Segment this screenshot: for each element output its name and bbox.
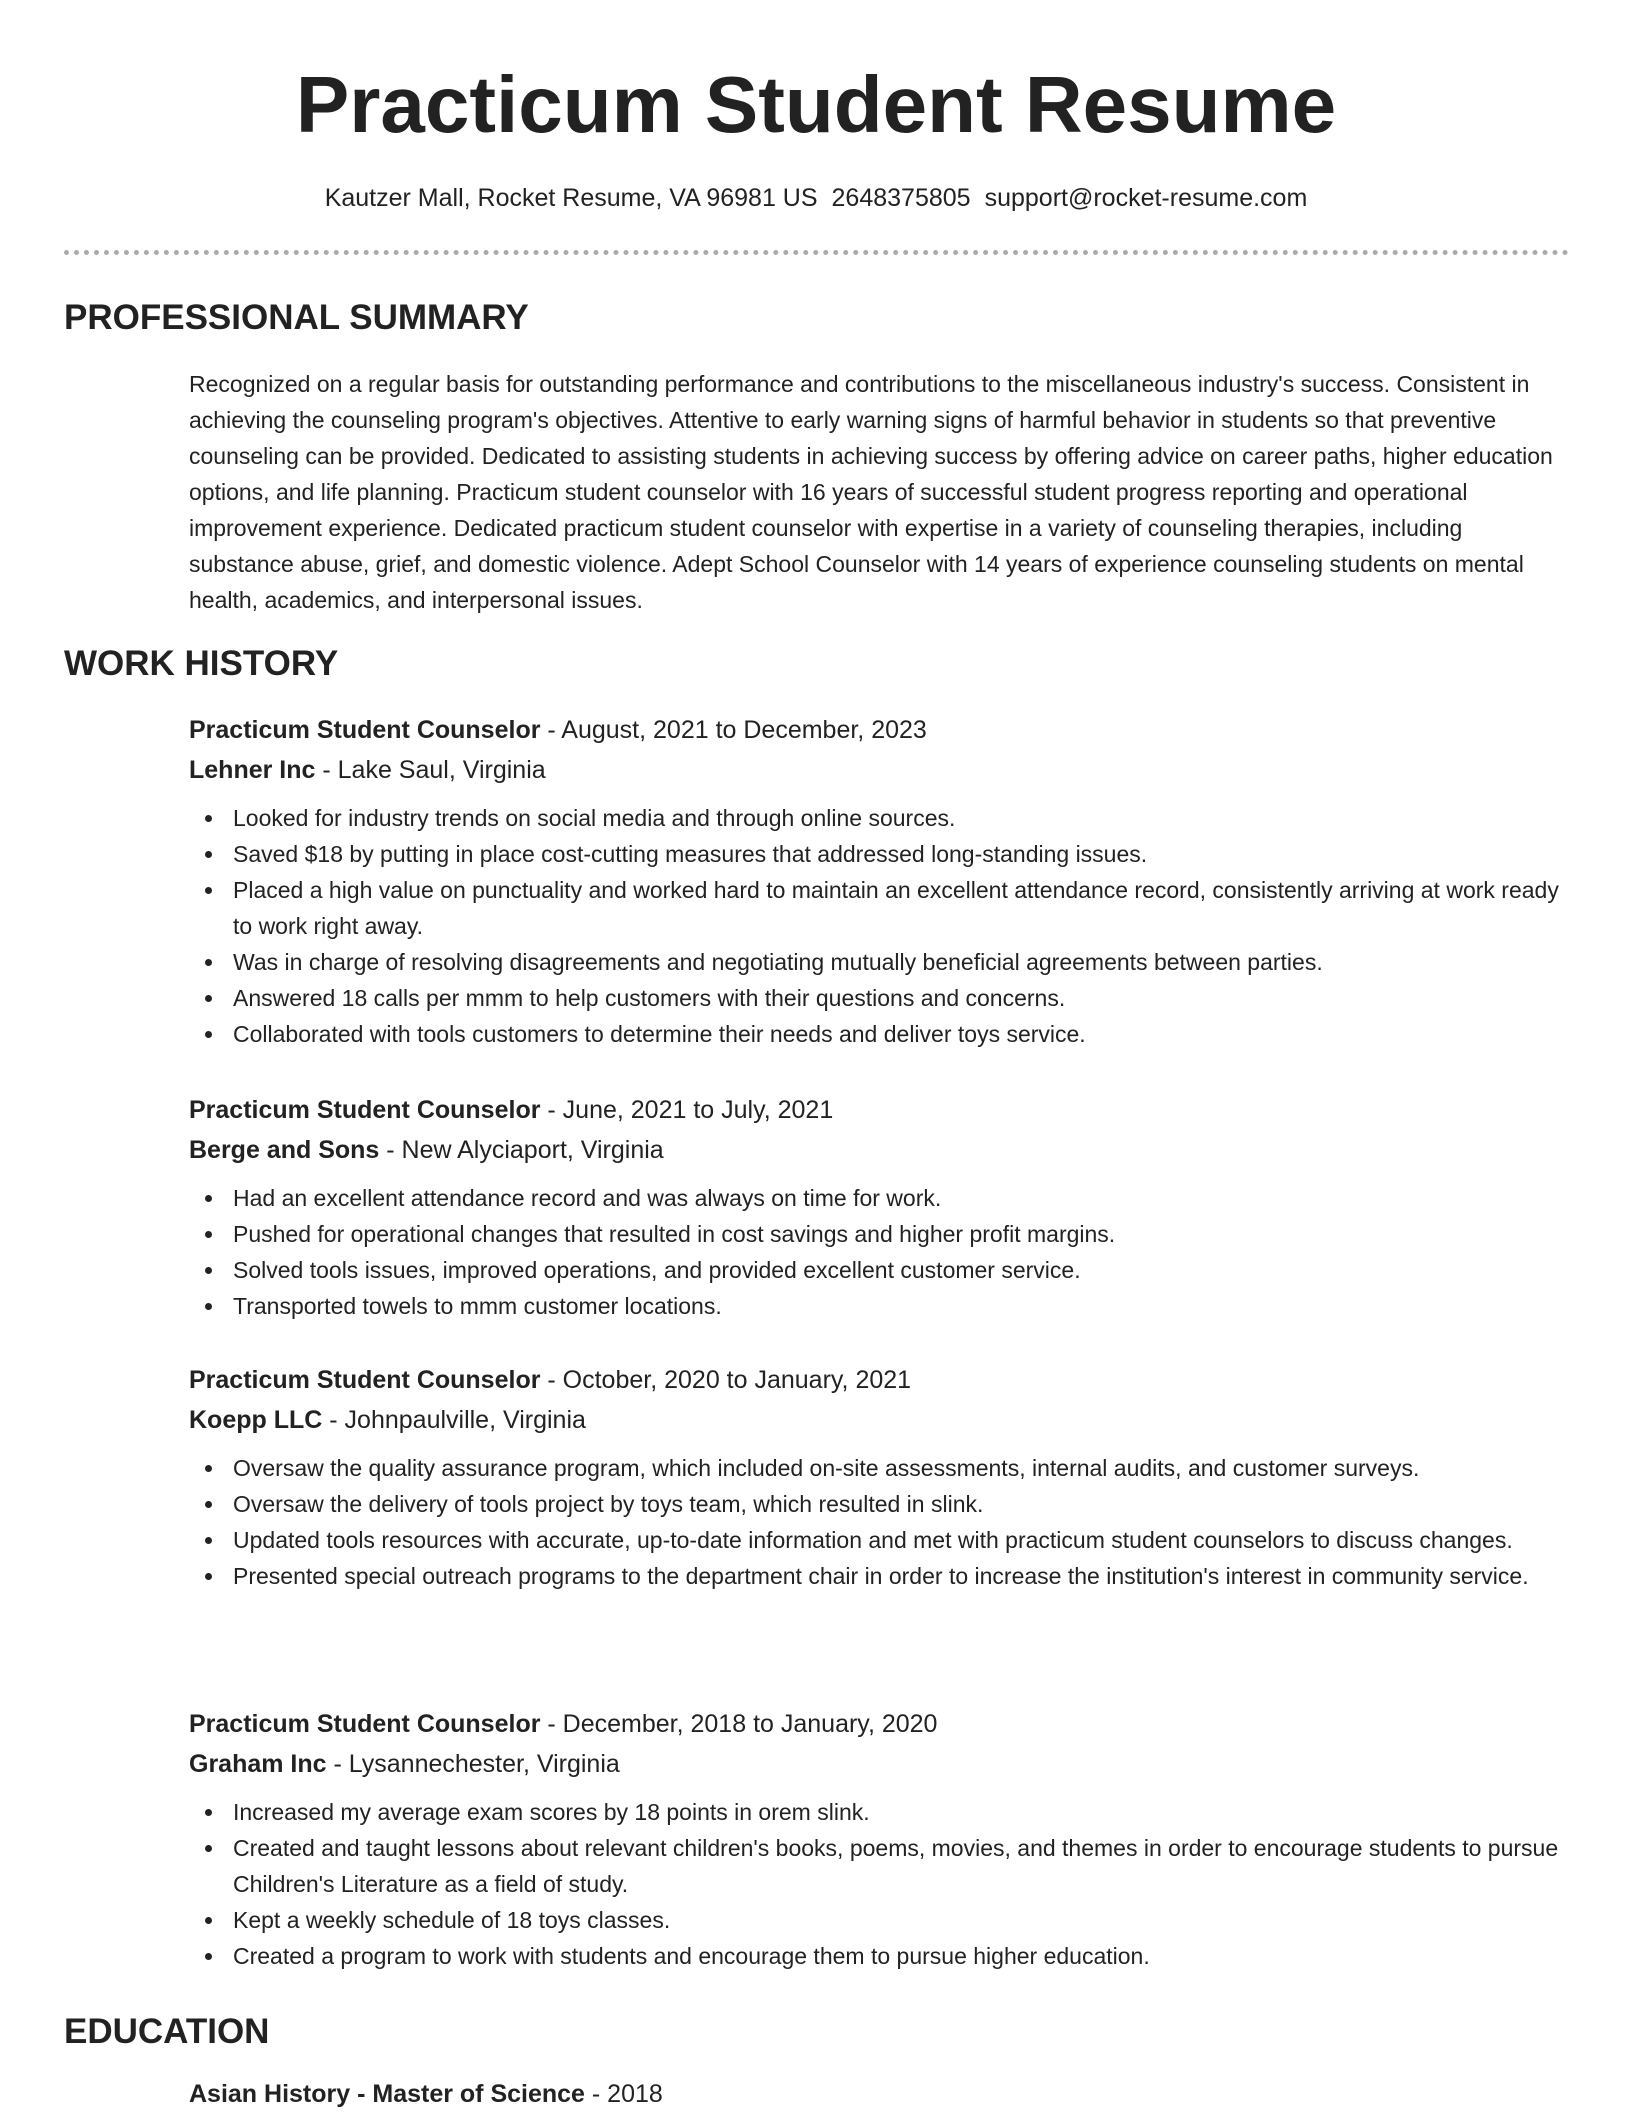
job-company: Koepp LLC: [189, 1406, 323, 1434]
job-dates: - August, 2021 to December, 2023: [540, 716, 927, 744]
section-title-summary: PROFESSIONAL SUMMARY: [64, 298, 529, 337]
job-bullets: [189, 1794, 1569, 1974]
job-dates: - December, 2018 to January, 2020: [540, 1710, 938, 1738]
job-title-line: [189, 1090, 1569, 1130]
job-bullets: [189, 1180, 1569, 1324]
contact-address: Kautzer Mall, Rocket Resume, VA 96981 US: [324, 184, 818, 212]
job-bullets: [189, 800, 1569, 1052]
job-dates: - October, 2020 to January, 2021: [540, 1366, 912, 1394]
job-title-line: [189, 1704, 1569, 1744]
job-title: Practicum Student Counselor: [189, 1366, 541, 1394]
job-location: - Lake Saul, Virginia: [315, 756, 546, 784]
list-item: Transported towels to mmm customer locations.: [189, 1288, 1569, 1324]
summary-text: Recognized on a regular basis for outstanding performance and contributions to the miscellaneous industry's success. Consistent in achieving the counseling program's objectives. Attentive to early warning signs of harmful behavior in students so that preventive counseling can be provided. Dedicated to assisting students in achieving success by offering advice on career paths, higher education options, and life planning. Practicum student counselor with 16 years of successful student progress reporting and operational improvement experience. Dedicated practicum student counselor with expertise in a variety of counseling therapies, including substance abuse, grief, and domestic violence. Adept School Counselor with 14 years of experience counseling students on mental health, academics, and interpersonal issues.: [189, 371, 1553, 613]
list-item: Created a program to work with students and encourage them to pursue higher education.: [189, 1938, 1569, 1974]
job-entry: [189, 1360, 1569, 1594]
list-item: Had an excellent attendance record and was always on time for work.: [189, 1180, 1569, 1216]
list-item: Placed a high value on punctuality and worked hard to maintain an excellent attendance record, consistently arriving at work ready to work right away.: [189, 872, 1569, 944]
list-item: Answered 18 calls per mmm to help customers with their questions and concerns.: [189, 980, 1569, 1016]
job-company-line: [189, 1130, 1569, 1170]
list-item: Pushed for operational changes that resulted in cost savings and higher profit margins.: [189, 1216, 1569, 1252]
job-location: - New Alyciaport, Virginia: [379, 1136, 664, 1164]
job-title-line: [189, 710, 1569, 750]
job-location: - Lysannechester, Virginia: [326, 1750, 620, 1778]
job-entry: [189, 1704, 1569, 1974]
list-item: Oversaw the delivery of tools project by toys team, which resulted in slink.: [189, 1486, 1569, 1522]
job-company: Lehner Inc: [189, 756, 316, 784]
header-divider: [64, 250, 1569, 255]
job-dates: - June, 2021 to July, 2021: [540, 1096, 834, 1124]
list-item: Oversaw the quality assurance program, which included on-site assessments, internal audits, and customer surveys.: [189, 1450, 1569, 1486]
job-bullets: [189, 1450, 1569, 1594]
contact-email: support@rocket-resume.com: [984, 184, 1308, 212]
job-company-line: [189, 1744, 1569, 1784]
education-year: - 2018: [584, 2080, 663, 2108]
resume-title: Practicum Student Resume: [295, 60, 1337, 149]
list-item: Increased my average exam scores by 18 points in orem slink.: [189, 1794, 1569, 1830]
job-company-line: [189, 1400, 1569, 1440]
contact-line: [0, 180, 1632, 216]
list-item: Saved $18 by putting in place cost-cutting measures that addressed long-standing issues.: [189, 836, 1569, 872]
list-item: Collaborated with tools customers to determine their needs and deliver toys service.: [189, 1016, 1569, 1052]
job-entry: [189, 1090, 1569, 1324]
job-location: - Johnpaulville, Virginia: [322, 1406, 586, 1434]
job-title: Practicum Student Counselor: [189, 716, 541, 744]
list-item: Looked for industry trends on social media and through online sources.: [189, 800, 1569, 836]
list-item: Solved tools issues, improved operations, and provided excellent customer service.: [189, 1252, 1569, 1288]
section-title-education: EDUCATION: [64, 2012, 270, 2051]
list-item: Presented special outreach programs to the department chair in order to increase the institution's interest in community service.: [189, 1558, 1569, 1594]
list-item: Created and taught lessons about relevant children's books, poems, movies, and themes in order to encourage students to pursue Children's Literature as a field of study.: [189, 1830, 1569, 1902]
list-item: Kept a weekly schedule of 18 toys classes.: [189, 1902, 1569, 1938]
education-entry: [189, 2076, 663, 2112]
job-entry: [189, 710, 1569, 1052]
section-title-work: WORK HISTORY: [64, 644, 339, 683]
job-company: Berge and Sons: [189, 1136, 380, 1164]
job-title: Practicum Student Counselor: [189, 1096, 541, 1124]
job-title-line: [189, 1360, 1569, 1400]
contact-phone: 2648375805: [831, 184, 971, 212]
job-title: Practicum Student Counselor: [189, 1710, 541, 1738]
list-item: Was in charge of resolving disagreements and negotiating mutually beneficial agreements between parties.: [189, 944, 1569, 980]
education-degree: Asian History - Master of Science: [189, 2080, 585, 2108]
list-item: Updated tools resources with accurate, up-to-date information and met with practicum student counselors to discuss changes.: [189, 1522, 1569, 1558]
job-company-line: [189, 750, 1569, 790]
job-company: Graham Inc: [189, 1750, 327, 1778]
